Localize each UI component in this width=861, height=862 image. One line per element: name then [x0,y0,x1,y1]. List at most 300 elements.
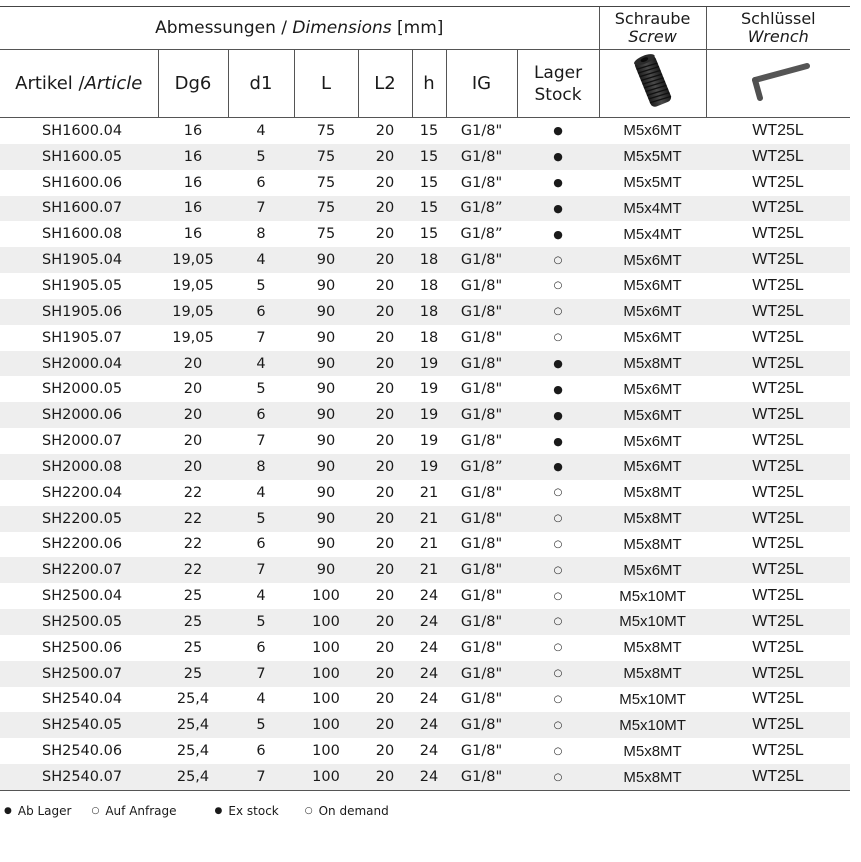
filled-dot-icon: ● [214,806,223,816]
screw-header: Schraube Screw [599,7,706,50]
l2-cell: 20 [358,351,412,377]
h-cell: 24 [412,661,446,687]
screw-cell: M5x6MT [623,432,682,450]
col-dg6: Dg6 [158,50,228,118]
l-cell: 100 [294,609,358,635]
stock-indicator: ● [517,196,599,222]
h-cell: 21 [419,484,439,501]
screw-cell: M5x6MT [623,329,682,347]
ig-cell: G1/8" [446,764,517,790]
l-cell: 100 [312,639,340,656]
l2-cell: 20 [358,402,412,428]
ig-cell: G1/8” [460,226,503,243]
ig-cell: G1/8" [460,536,503,553]
wrench-cell: WT25L [706,351,850,377]
dg6-cell: 16 [183,122,203,139]
screw-cell: M5x8MT [623,639,682,657]
d1-cell: 4 [256,691,266,708]
ig-cell: G1/8" [460,433,503,450]
article-cell: SH1600.05 [0,144,158,170]
l2-cell: 20 [375,174,395,191]
wrench-header: Schlüssel Wrench [706,7,850,50]
h-cell: 19 [419,381,439,398]
dg6-cell: 25,4 [176,743,210,760]
article-cell: SH2500.04 [42,588,123,605]
dg6-cell: 20 [158,454,228,480]
d1-cell: 6 [228,402,294,428]
l2-cell: 20 [375,122,395,139]
l2-cell: 20 [358,557,412,583]
table-body [0,118,850,791]
ig-cell: G1/8" [460,174,503,191]
d1-cell: 5 [228,609,294,635]
d1-cell: 7 [228,661,294,687]
l-cell: 100 [312,588,340,605]
l2-cell: 20 [358,454,412,480]
article-cell: SH1905.05 [42,277,123,294]
stock-indicator: ○ [517,299,599,325]
d1-cell: 6 [256,639,266,656]
table-row [0,712,850,738]
h-cell: 19 [412,351,446,377]
ig-cell: G1/8" [446,351,517,377]
d1-cell: 4 [256,588,266,605]
wrench-cell: WT25L [706,454,850,480]
l2-cell: 20 [375,381,395,398]
stock-indicator: ○ [517,764,599,790]
h-cell: 15 [419,174,439,191]
ig-cell: G1/8" [460,639,503,656]
legend-auf-anfrage: Auf Anfrage [105,804,177,818]
l2-cell: 20 [375,639,395,656]
dg6-cell: 16 [158,144,228,170]
screw-cell: M5x8MT [623,742,682,760]
article-cell: SH2500.06 [42,639,123,656]
article-cell: SH2000.05 [42,381,123,398]
l-cell: 100 [294,712,358,738]
ig-cell: G1/8" [460,329,503,346]
ig-cell: G1/8" [460,588,503,605]
article-cell: SH2540.04 [42,691,123,708]
table-row [0,299,850,325]
table-row [0,273,850,299]
article-cell: SH2540.05 [0,712,158,738]
ig-cell: G1/8" [446,299,517,325]
l-cell: 90 [316,329,336,346]
stock-indicator: ○ [517,506,599,532]
wrench-cell: WT25L [706,196,850,222]
l2-cell: 20 [358,299,412,325]
ig-cell: G1/8" [460,743,503,760]
table-row [0,506,850,532]
h-cell: 18 [412,247,446,273]
screw-cell: M5x6MT [599,299,706,325]
article-cell: SH2200.04 [42,484,123,501]
l2-cell: 20 [358,144,412,170]
wrench-cell: WT25L [706,247,850,273]
stock-indicator: ● [553,434,563,448]
article-cell: SH1905.06 [0,299,158,325]
l2-cell: 20 [358,661,412,687]
table-row [0,764,850,790]
d1-cell: 5 [228,506,294,532]
h-cell: 24 [419,691,439,708]
table-row [0,351,850,377]
l-cell: 100 [294,764,358,790]
table-row [0,170,850,196]
stock-indicator: ○ [553,590,563,602]
l2-cell: 20 [375,329,395,346]
dg6-cell: 19,05 [158,299,228,325]
l-cell: 90 [294,454,358,480]
l-cell: 90 [316,277,336,294]
l-cell: 75 [316,226,336,243]
dg6-cell: 20 [183,433,203,450]
h-cell: 18 [419,277,439,294]
l-cell: 100 [312,691,340,708]
dg6-cell: 16 [158,196,228,222]
h-cell: 24 [419,588,439,605]
table-row [0,480,850,506]
screw-cell: M5x10MT [599,712,706,738]
d1-cell: 6 [256,174,266,191]
col-d1: d1 [228,50,294,118]
table-row [0,661,850,687]
wrench-cell: WT25L [706,506,850,532]
d1-cell: 7 [256,329,266,346]
legend-ex-stock: Ex stock [228,804,279,818]
h-cell: 21 [412,506,446,532]
header-row-groups [0,7,850,50]
l-cell: 100 [294,661,358,687]
wrench-cell: WT25L [706,661,850,687]
l-cell: 90 [294,247,358,273]
stock-indicator: ○ [517,661,599,687]
screw-cell: M5x4MT [623,225,682,243]
screw-cell: M5x8MT [623,484,682,502]
h-cell: 18 [419,329,439,346]
stock-indicator: ○ [517,557,599,583]
wrench-cell: WT25L [706,557,850,583]
stock-indicator: ○ [517,712,599,738]
table-row [0,247,850,273]
h-cell: 19 [419,433,439,450]
article-cell: SH1600.04 [42,122,123,139]
ig-cell: G1/8" [446,712,517,738]
ig-cell: G1/8" [460,122,503,139]
dg6-cell: 22 [158,557,228,583]
wrench-cell: WT25L [706,299,850,325]
stock-indicator: ● [517,351,599,377]
set-screw-image-cell [599,50,706,118]
dg6-cell: 25 [183,639,203,656]
l2-cell: 20 [358,247,412,273]
wrench-cell: WT25L [752,742,804,760]
ig-cell: G1/8" [446,247,517,273]
screw-cell: M5x5MT [623,174,682,192]
article-cell: SH2200.06 [42,536,123,553]
dg6-cell: 19,05 [172,277,214,294]
l-cell: 100 [312,743,340,760]
legend [4,804,389,818]
dg6-cell: 19,05 [158,247,228,273]
screw-cell: M5x8MT [599,351,706,377]
d1-cell: 7 [256,433,266,450]
d1-cell: 6 [256,743,266,760]
dg6-cell: 25 [158,609,228,635]
set-screw-icon [631,50,675,112]
d1-cell: 4 [228,247,294,273]
table-row [0,428,850,454]
article-cell: SH1600.07 [0,196,158,222]
dg6-cell: 25,4 [158,712,228,738]
ig-cell: G1/8" [446,557,517,583]
article-cell: SH1905.04 [0,247,158,273]
table-row [0,118,850,144]
l-cell: 75 [316,122,336,139]
table-row [0,687,850,713]
h-cell: 15 [419,226,439,243]
ig-cell: G1/8" [446,506,517,532]
l2-cell: 20 [375,588,395,605]
dg6-cell: 20 [183,381,203,398]
screw-cell: M5x10MT [619,587,686,605]
screw-cell: M5x6MT [623,122,682,140]
h-cell: 24 [419,639,439,656]
l-cell: 90 [294,402,358,428]
dg6-cell: 25 [183,588,203,605]
dg6-cell: 22 [158,506,228,532]
d1-cell: 6 [256,536,266,553]
d1-cell: 6 [228,299,294,325]
screw-cell: M5x4MT [599,196,706,222]
table-row [0,557,850,583]
dimensions-header: Abmessungen / Dimensions [mm] [0,7,599,50]
article-cell: SH2500.07 [0,661,158,687]
table-row [0,454,850,480]
article-cell: SH2000.07 [42,433,123,450]
table-row [0,376,850,402]
wrench-cell: WT25L [752,380,804,398]
dg6-cell: 25,4 [176,691,210,708]
l2-cell: 20 [375,277,395,294]
wrench-cell: WT25L [752,638,804,656]
h-cell: 24 [412,764,446,790]
stock-indicator: ● [553,176,563,190]
article-cell: SH1905.07 [42,329,123,346]
l2-cell: 20 [358,609,412,635]
wrench-cell: WT25L [752,276,804,294]
l2-cell: 20 [358,712,412,738]
wrench-cell: WT25L [752,483,804,501]
stock-indicator: ● [517,454,599,480]
article-cell: SH2540.06 [42,743,123,760]
col-h: h [412,50,446,118]
filled-dot-icon: ● [4,806,12,816]
article-cell: SH2000.06 [0,402,158,428]
h-cell: 21 [412,557,446,583]
table-row [0,635,850,661]
wrench-cell: WT25L [752,535,804,553]
l2-cell: 20 [375,484,395,501]
screw-cell: M5x8MT [623,535,682,553]
h-cell: 19 [412,402,446,428]
legend-on-demand: On demand [318,804,389,818]
stock-indicator: ○ [553,280,563,292]
l-cell: 90 [294,506,358,532]
d1-cell: 4 [228,351,294,377]
article-cell: SH2200.05 [0,506,158,532]
stock-indicator: ○ [553,487,563,499]
screw-cell: M5x8MT [599,661,706,687]
stock-indicator: ○ [553,745,563,757]
stock-indicator: ○ [517,247,599,273]
dg6-cell: 25 [158,661,228,687]
dg6-cell: 16 [183,174,203,191]
wrench-cell: WT25L [752,432,804,450]
stock-indicator: ● [553,382,563,396]
l2-cell: 20 [375,536,395,553]
h-cell: 15 [419,122,439,139]
screw-cell: M5x5MT [599,144,706,170]
article-cell: SH2500.05 [0,609,158,635]
d1-cell: 8 [228,454,294,480]
col-l: L [294,50,358,118]
screw-cell: M5x6MT [623,277,682,295]
d1-cell: 5 [228,144,294,170]
d1-cell: 4 [256,122,266,139]
screw-cell: M5x6MT [599,247,706,273]
wrench-cell: WT25L [752,690,804,708]
h-cell: 21 [419,536,439,553]
stock-indicator: ● [517,402,599,428]
h-cell: 15 [412,144,446,170]
d1-cell: 4 [256,484,266,501]
legend-ab-lager: Ab Lager [17,804,72,818]
ig-cell: G1/8” [446,454,517,480]
table-row [0,609,850,635]
d1-cell: 7 [228,196,294,222]
article-cell: SH1600.08 [42,226,123,243]
ig-cell: G1/8" [460,691,503,708]
h-cell: 18 [412,299,446,325]
wrench-cell: WT25L [706,764,850,790]
article-cell: SH1600.06 [42,174,123,191]
wrench-cell: WT25L [752,587,804,605]
table-row [0,144,850,170]
dg6-cell: 20 [158,351,228,377]
wrench-cell: WT25L [752,225,804,243]
d1-cell: 7 [228,557,294,583]
stock-indicator: ○ [553,538,563,550]
ig-cell: G1/8” [446,196,517,222]
d1-cell: 5 [256,381,266,398]
l-cell: 90 [316,433,336,450]
l2-cell: 20 [375,433,395,450]
l2-cell: 20 [358,506,412,532]
dg6-cell: 19,05 [172,329,214,346]
l2-cell: 20 [375,691,395,708]
col-article: Artikel /Article [0,50,158,118]
l-cell: 90 [316,536,336,553]
article-cell: SH2000.08 [0,454,158,480]
ig-cell: G1/8" [460,381,503,398]
l-cell: 75 [316,174,336,191]
l-cell: 90 [294,557,358,583]
allen-wrench-image-cell [706,50,850,118]
table-row [0,196,850,222]
h-cell: 15 [412,196,446,222]
stock-indicator: ○ [553,332,563,344]
h-cell: 19 [412,454,446,480]
col-lager: Lager Stock [517,50,599,118]
dg6-cell: 22 [183,484,203,501]
screw-cell: M5x6MT [599,557,706,583]
wrench-cell: WT25L [706,712,850,738]
table-row [0,221,850,247]
wrench-cell: WT25L [752,121,804,139]
l-cell: 90 [294,299,358,325]
l-cell: 75 [294,196,358,222]
l2-cell: 20 [375,226,395,243]
ig-cell: G1/8" [446,661,517,687]
l2-cell: 20 [358,764,412,790]
wrench-cell: WT25L [706,144,850,170]
ig-cell: G1/8" [446,609,517,635]
table-row [0,532,850,558]
d1-cell: 5 [228,712,294,738]
col-ig: IG [446,50,517,118]
wrench-cell: WT25L [752,173,804,191]
h-cell: 24 [419,743,439,760]
wrench-cell: WT25L [706,609,850,635]
l-cell: 90 [316,484,336,501]
col-l2: L2 [358,50,412,118]
article-cell: SH2540.07 [0,764,158,790]
h-cell: 24 [412,712,446,738]
product-table [0,6,850,791]
screw-cell: M5x10MT [599,609,706,635]
table-row [0,402,850,428]
stock-indicator: ● [517,144,599,170]
dg6-cell: 20 [158,402,228,428]
table-row [0,738,850,764]
l-cell: 90 [294,351,358,377]
d1-cell: 7 [228,764,294,790]
stock-indicator: ● [553,124,563,138]
screw-cell: M5x8MT [599,764,706,790]
open-circle-icon: ○ [91,806,100,816]
open-circle-icon: ○ [304,806,313,816]
l2-cell: 20 [375,743,395,760]
dg6-cell: 25,4 [158,764,228,790]
table-row [0,325,850,351]
ig-cell: G1/8" [460,277,503,294]
l2-cell: 20 [358,196,412,222]
article-cell: SH2200.07 [0,557,158,583]
dg6-cell: 16 [183,226,203,243]
article-cell: SH2000.04 [0,351,158,377]
stock-indicator: ○ [553,693,563,705]
screw-cell: M5x10MT [619,690,686,708]
header-row-columns [0,50,850,118]
stock-indicator: ○ [517,609,599,635]
stock-indicator: ○ [553,642,563,654]
d1-cell: 5 [256,277,266,294]
wrench-cell: WT25L [706,402,850,428]
h-cell: 24 [412,609,446,635]
screw-cell: M5x6MT [599,402,706,428]
